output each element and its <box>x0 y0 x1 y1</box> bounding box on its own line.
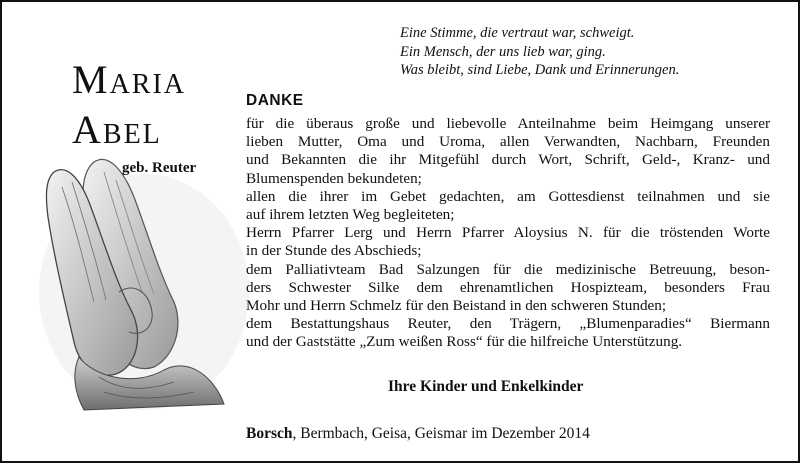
thanks-line: allen die ihrer im Gebet gedachten, am Gottesdienst teilnahmen und sie <box>246 187 770 205</box>
thanks-line: und Bekannten die ihr Mitgefühl durch Wort, Schrift, Geld-, Kranz- und <box>246 151 770 169</box>
thanks-line: Blumenspenden bekundeten; <box>246 169 422 187</box>
place-town: Borsch <box>246 425 293 442</box>
thanks-text <box>246 115 770 352</box>
thanks-line: in der Stunde des Abschieds; <box>246 242 422 260</box>
thanks-line: dem Palliativteam Bad Salzungen für die medizinische Betreuung, beson- <box>246 260 770 278</box>
thanks-line: ders Schwester Silke dem ehrenamtlichen Hospizteam, besonders Frau <box>246 278 770 296</box>
thanks-line: auf ihrem letzten Weg begleiteten; <box>246 206 455 224</box>
motto-line: Eine Stimme, die vertraut war, schweigt. <box>400 25 635 41</box>
thanks-line: für die überaus große und liebevolle Anteilnahme beim Heimgang unserer <box>246 115 770 132</box>
thanks-line: und der Gaststätte „Zum weißen Ross“ für die hilfreiche Unterstützung. <box>246 333 683 351</box>
deceased-first-name: Maria <box>72 57 187 102</box>
place-rest: , Bermbach, Geisa, Geismar im Dezember 2014 <box>292 425 590 442</box>
thanks-line: dem Bestattungshaus Reuter, den Trägern, „Blumenparadies“ Biermann <box>246 315 770 333</box>
praying-hands-icon <box>24 142 254 412</box>
thanks-line: lieben Mutter, Oma und Uroma, allen Verwandten, Nachbarn, Freunden <box>246 133 770 151</box>
place-date <box>246 425 590 443</box>
signature: Ihre Kinder und Enkelkinder <box>388 378 584 395</box>
motto-line: Ein Mensch, der uns lieb war, ging. <box>400 43 606 60</box>
motto <box>400 24 790 80</box>
maiden-name: geb. Reuter <box>122 160 197 176</box>
motto-line: Was bleibt, sind Liebe, Dank und Erinnerungen. <box>400 62 680 78</box>
thanks-heading: DANKE <box>246 92 304 109</box>
deceased-last-name: Abel <box>72 107 162 152</box>
thanks-line: Herrn Pfarrer Lerg und Herrn Pfarrer Aloysius N. für die tröstenden Worte <box>246 224 770 242</box>
thanks-line: Mohr und Herrn Schmelz für den Beistand in den schweren Stunden; <box>246 297 667 315</box>
